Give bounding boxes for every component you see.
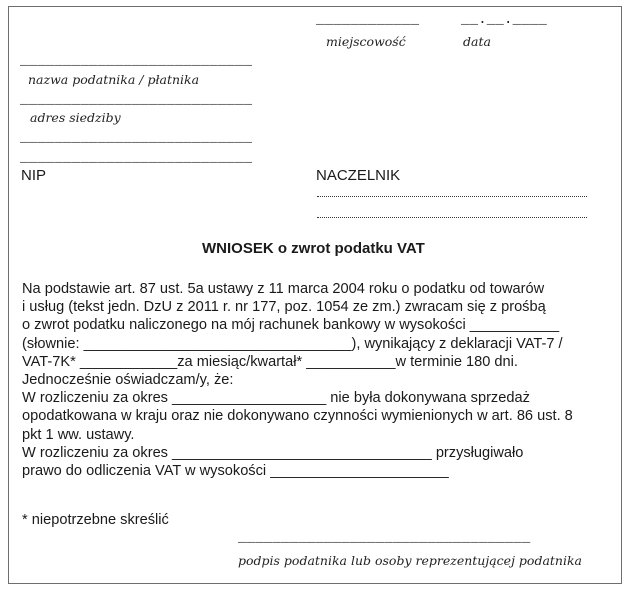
taxpayer-name-label: nazwa podatnika / płatnika [28, 72, 200, 87]
body-line: i usług (tekst jedn. DzU z 2011 r. nr 177, poz. 1054 ze zm.) zwracam się z prośbą [22, 299, 546, 316]
taxpayer-address-field[interactable]: ___________________________ [20, 92, 253, 108]
body-line: W rozliczeniu za okres ___________________ nie była dokonywana sprzedaż [22, 390, 530, 407]
body-line: VAT-7K* ____________za miesiąc/kwartał* ___________w terminie 180 dni. [22, 353, 518, 370]
footnote: * niepotrzebne skreślić [22, 512, 169, 528]
body-line: (słownie: _________________________________), wynikający z deklaracji VAT-7 / [22, 335, 563, 352]
addressee-line-2[interactable] [317, 217, 587, 218]
body-line: pkt 1 ww. ustawy. [22, 426, 135, 443]
signature-field[interactable]: __________________________________ [238, 530, 531, 546]
nip-field[interactable]: ___________________________ [20, 150, 253, 166]
addressee-line-1[interactable] [317, 196, 587, 197]
body-line: o zwrot podatku naliczonego na mój rachunek bankowy w wysokości ___________ [22, 317, 560, 334]
place-label: miejscowość [326, 34, 406, 49]
body-line: opodatkowana w kraju oraz nie dokonywano czynności wymienionych w art. 86 ust. 8 [22, 408, 573, 425]
taxpayer-address-field-2[interactable]: ___________________________ [20, 130, 253, 146]
place-field[interactable]: ____________ [316, 12, 420, 28]
body-line: Na podstawie art. 87 ust. 5a ustawy z 11 marca 2004 roku o podatku od towarów [22, 281, 545, 297]
body-line: Jednocześnie oświadczam/y, że: [22, 372, 234, 389]
body-line: prawo do odliczenia VAT w wysokości ______________________ [22, 463, 449, 480]
nip-label: NIP [21, 167, 47, 184]
date-label: data [463, 34, 491, 49]
document-title: WNIOSEK o zwrot podatku VAT [202, 240, 425, 257]
document-body [22, 280, 622, 480]
taxpayer-address-label: adres siedziby [30, 110, 121, 125]
body-line: W rozliczeniu za okres ________________________________ przysługiwało [22, 444, 524, 461]
addressee-label: NACZELNIK [316, 167, 401, 184]
taxpayer-name-field[interactable]: ___________________________ [20, 53, 253, 69]
signature-label: podpis podatnika lub osoby reprezentującej podatnika [238, 553, 583, 568]
date-field[interactable]: __.__.____ [461, 12, 548, 28]
